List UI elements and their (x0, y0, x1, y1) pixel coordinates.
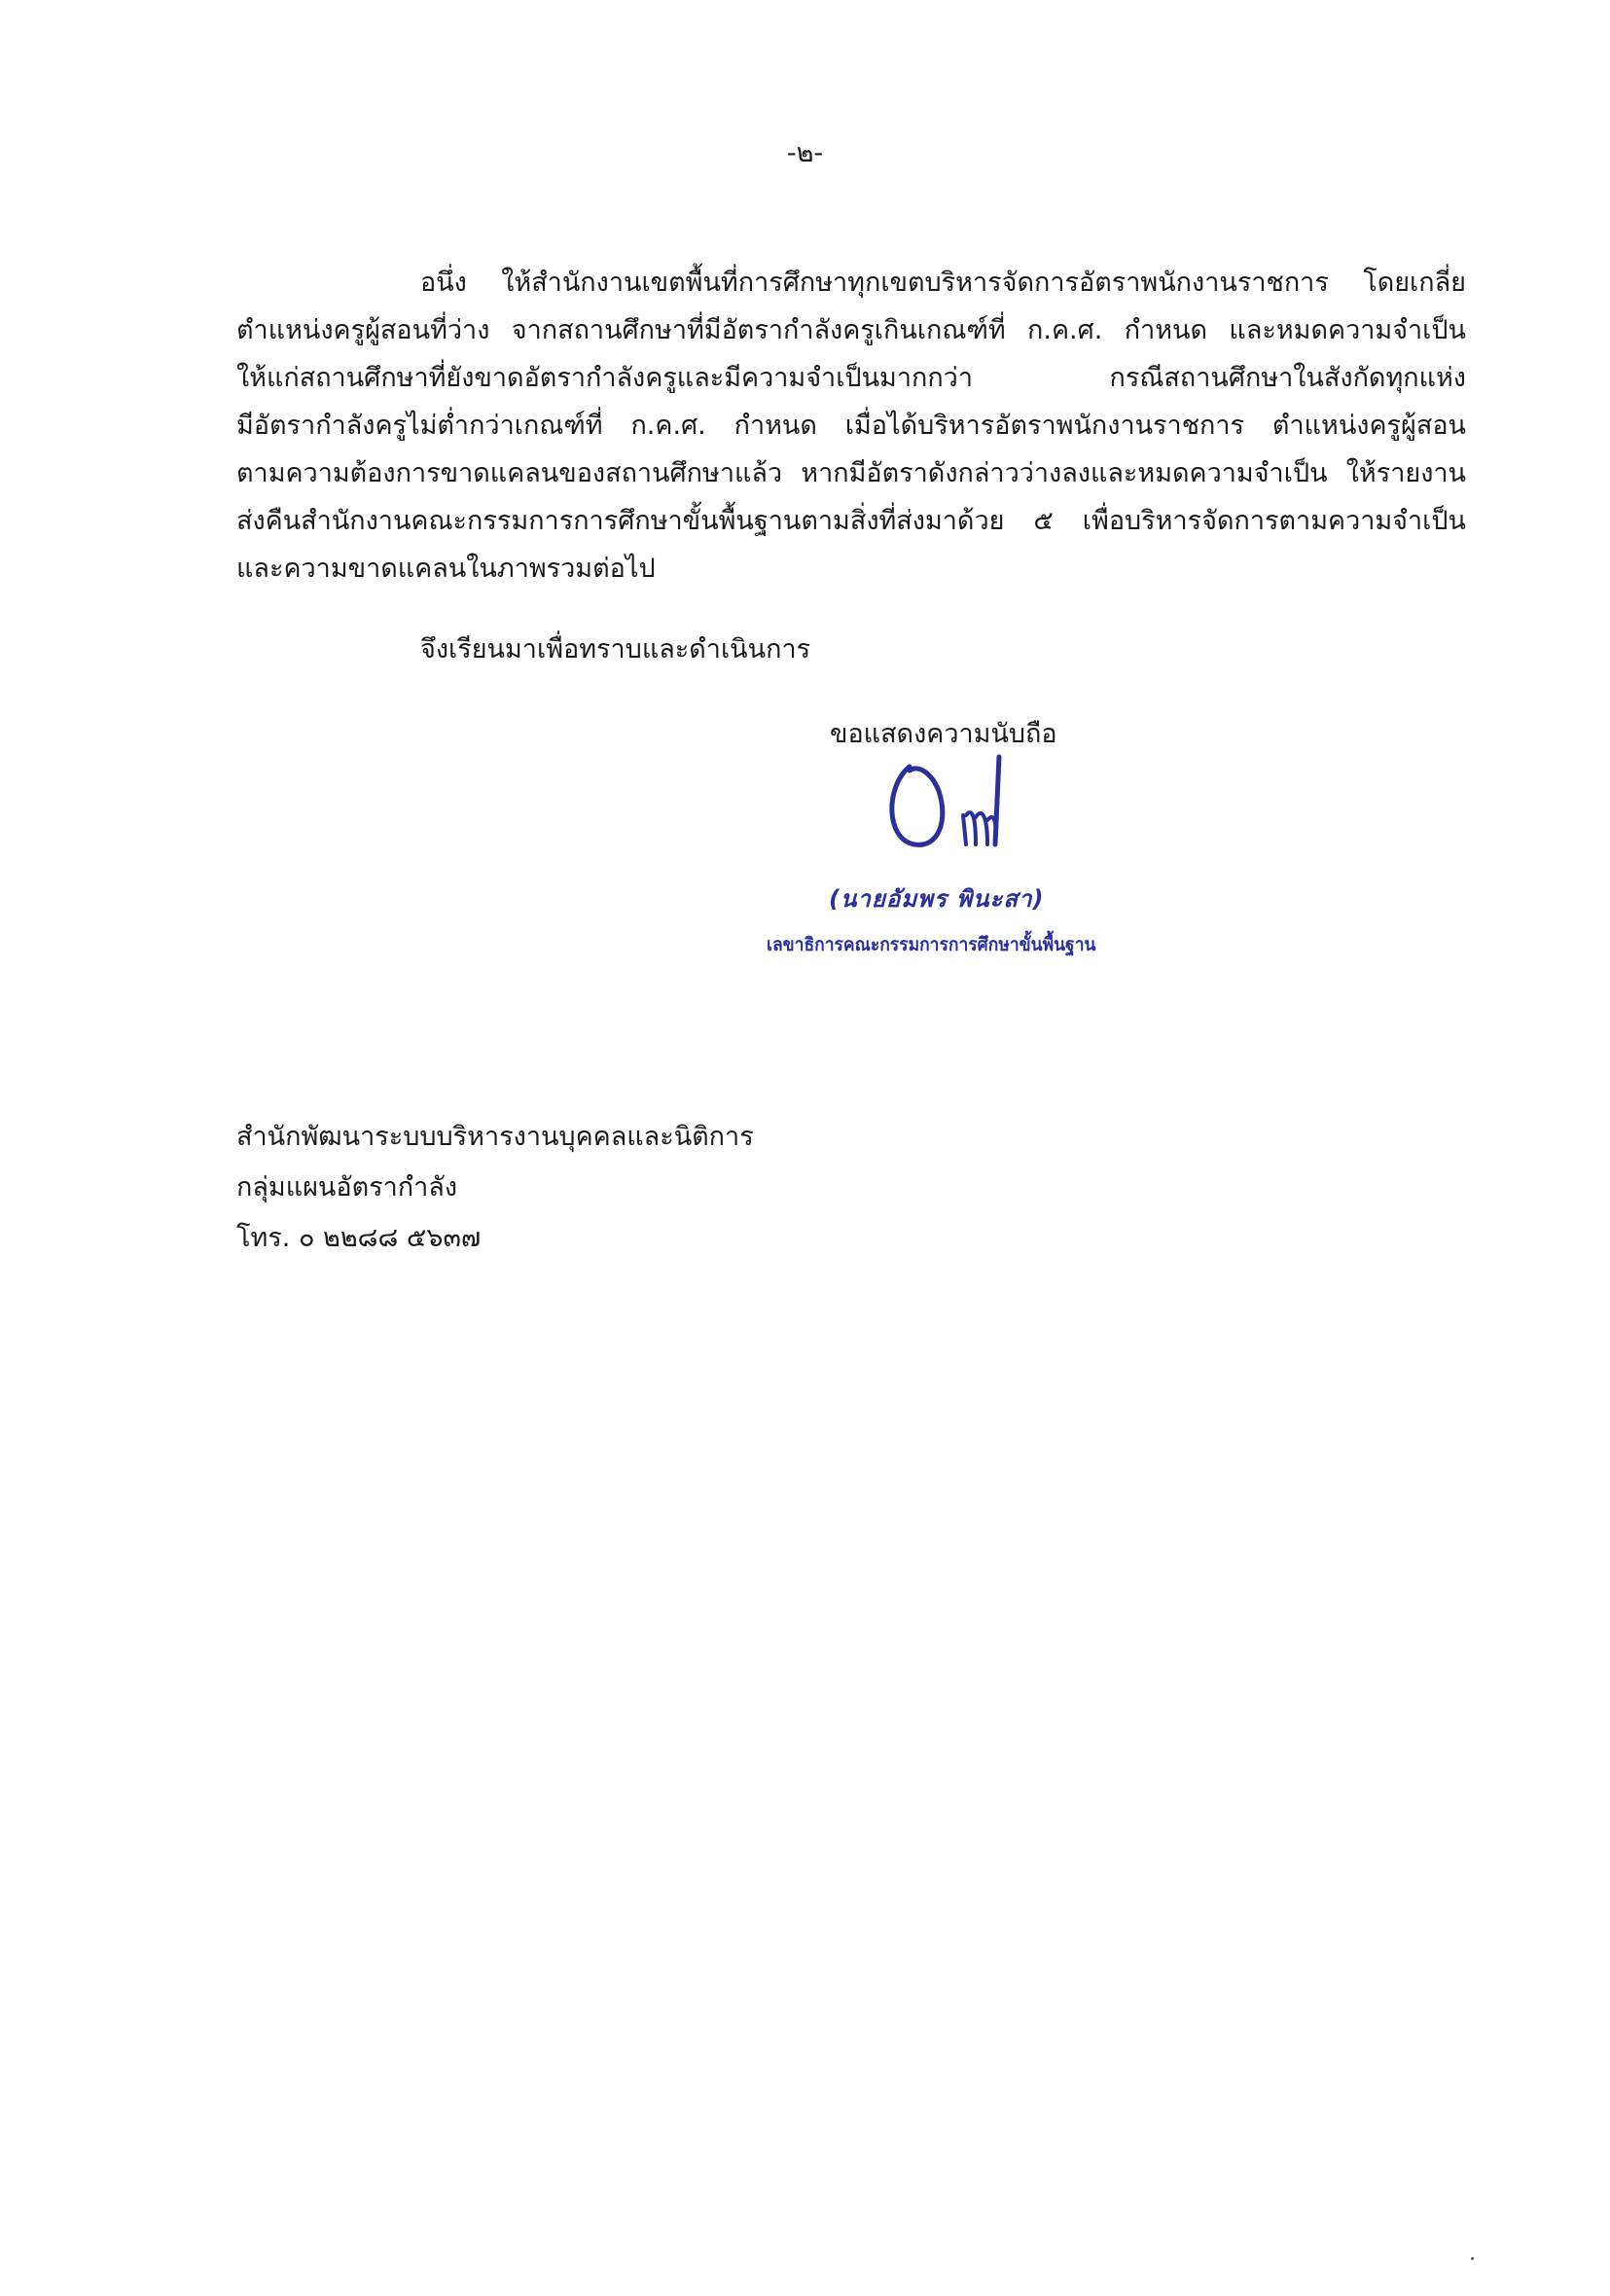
scan-dot (1471, 2257, 1474, 2260)
signer-title: เลขาธิการคณะกรรมการการศึกษาขั้นพื้นฐาน (767, 934, 1096, 955)
body-paragraph (236, 259, 1466, 592)
body-line: ตามความต้องการขาดแคลนของสถานศึกษาแล้ว หากมีอัตราดังกล่าวว่างลงและหมดความจำเป็น ให้รายงาน (236, 458, 1466, 488)
handwritten-signature (871, 747, 1065, 864)
signer-name: (นายอัมพร พินะสา) (829, 885, 1045, 913)
footer-contact (236, 1112, 754, 1264)
body-line: ให้แก่สถานศึกษาที่ยังขาดอัตรากำลังครูและมีความจำเป็นมากกว่า กรณีสถานศึกษาในสังกัดทุกแห่ง (236, 363, 1466, 393)
body-line: ตำแหน่งครูผู้สอนที่ว่าง จากสถานศึกษาที่มีอัตรากำลังครูเกินเกณฑ์ที่ ก.ค.ศ. กำหนด และหมดความจำเป็น (236, 315, 1466, 345)
body-line: ส่งคืนสำนักงานคณะกรรมการการศึกษาขั้นพื้นฐานตามสิ่งที่ส่งมาด้วย ๕ เพื่อบริหารจัดการตามความจำเป็น (236, 506, 1466, 536)
footer-group: กลุ่มแผนอัตรากำลัง (236, 1172, 458, 1202)
closing-sentence: จึงเรียนมาเพื่อทราบและดำเนินการ (420, 634, 811, 664)
footer-office: สำนักพัฒนาระบบบริหารงานบุคคลและนิติการ (236, 1122, 754, 1152)
salutation: ขอแสดงความนับถือ (830, 719, 1057, 749)
body-line-last: และความขาดแคลนในภาพรวมต่อไป (236, 554, 656, 584)
page-number: -๒- (786, 138, 824, 168)
body-line: มีอัตรากำลังครูไม่ต่ำกว่าเกณฑ์ที่ ก.ค.ศ. กำหนด เมื่อได้บริหารอัตราพนักงานราชการ ตำแหน่งครูผู้สอน (236, 411, 1466, 441)
footer-phone: โทร. ๐ ๒๒๘๘ ๕๖๓๗ (236, 1223, 482, 1253)
body-line: อนึ่ง ให้สำนักงานเขตพื้นที่การศึกษาทุกเขตบริหารจัดการอัตราพนักงานราชการ โดยเกลี่ย (420, 268, 1466, 298)
